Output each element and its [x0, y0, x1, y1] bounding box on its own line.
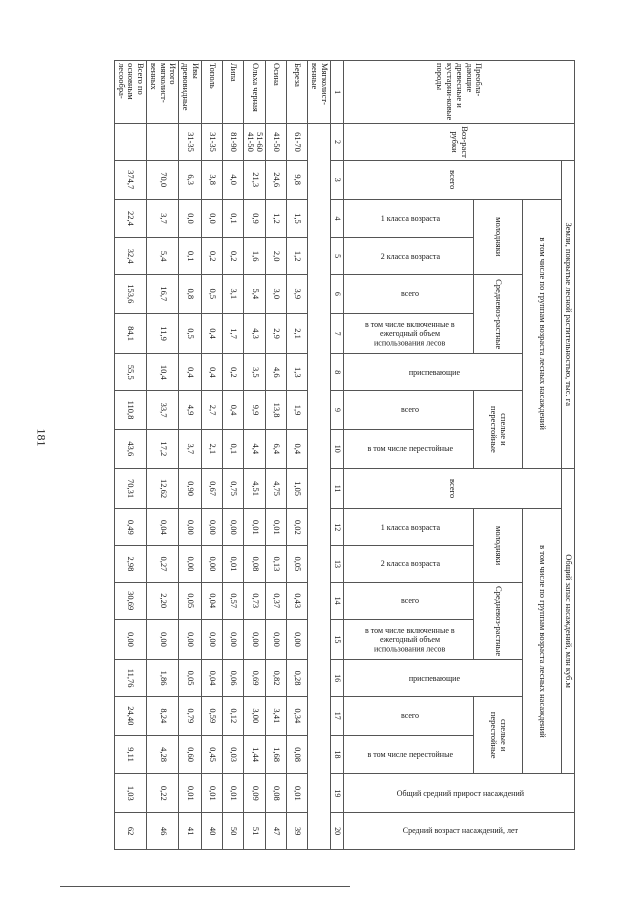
table-cell: 41 — [179, 813, 202, 850]
table-cell: 22,4 — [114, 199, 146, 238]
table-cell: 1,2 — [287, 238, 308, 275]
table-cell: 4,3 — [243, 313, 266, 354]
table-cell: 3,7 — [179, 429, 202, 468]
table-cell: 55,5 — [114, 354, 146, 391]
table-cell: 0,4 — [222, 391, 243, 430]
column-number: 7 — [331, 313, 344, 354]
column-number: 10 — [331, 429, 344, 468]
table-cell: 0,04 — [201, 660, 222, 697]
row-age: 41-50 — [266, 124, 287, 161]
table-cell: 33,7 — [147, 391, 179, 430]
table-cell: 2,98 — [114, 546, 146, 583]
table-cell: 0,00 — [243, 619, 266, 660]
row-species: Ольха черная — [243, 61, 266, 124]
page-number: 181 — [34, 428, 49, 447]
table-cell: 10,4 — [147, 354, 179, 391]
column-number: 20 — [331, 813, 344, 850]
column-number: 15 — [331, 619, 344, 660]
header-stock-young: молодняки — [474, 509, 523, 582]
header-land-class2: 2 класса возраста — [344, 238, 474, 275]
table-cell: 0,01 — [266, 509, 287, 546]
table-cell: 43,6 — [114, 429, 146, 468]
header-land-premature: приспевающие — [344, 354, 523, 391]
table-cell: 0,67 — [201, 468, 222, 509]
table-cell: 0,02 — [287, 509, 308, 546]
table-cell: 0,0 — [179, 199, 202, 238]
table-cell: 0,00 — [179, 619, 202, 660]
table-cell: 4,9 — [179, 391, 202, 430]
table-cell: 374,7 — [114, 160, 146, 199]
row-species: Тополь — [201, 61, 222, 124]
table-cell: 0,05 — [179, 660, 202, 697]
table-cell: 0,06 — [222, 660, 243, 697]
table-cell: 0,57 — [222, 582, 243, 619]
table-cell: 70,0 — [147, 160, 179, 199]
table-cell: 0,37 — [266, 582, 287, 619]
table-cell: 0,5 — [201, 274, 222, 313]
row-age: 51-60 41-50 — [243, 124, 266, 161]
table-row — [114, 61, 146, 850]
table-cell: 0,04 — [201, 582, 222, 619]
table-cell: 1,86 — [147, 660, 179, 697]
table-cell: 32,4 — [114, 238, 146, 275]
table-cell: 3,41 — [266, 696, 287, 735]
row-species: Ивы древовидные — [179, 61, 202, 124]
table-cell: 84,1 — [114, 313, 146, 354]
table-cell: 0,09 — [243, 774, 266, 813]
table-cell: 0,08 — [287, 735, 308, 774]
table-cell: 12,62 — [147, 468, 179, 509]
footnote-rule — [60, 886, 350, 887]
table-cell: 0,69 — [243, 660, 266, 697]
table-cell: 0,45 — [201, 735, 222, 774]
rotated-table-wrapper — [65, 60, 575, 850]
header-stock-class2: 2 класса возраста — [344, 546, 474, 583]
table-row — [179, 61, 202, 850]
header-land-mid-total: всего — [344, 274, 474, 313]
table-cell: 0,1 — [222, 429, 243, 468]
column-number: 18 — [331, 735, 344, 774]
column-number: 14 — [331, 582, 344, 619]
table-cell: 0,03 — [222, 735, 243, 774]
table-cell: 4,28 — [147, 735, 179, 774]
table-cell: 0,00 — [201, 509, 222, 546]
row-age — [147, 124, 179, 161]
table-cell: 0,01 — [201, 774, 222, 813]
table-cell: 13,8 — [266, 391, 287, 430]
table-cell: 30,69 — [114, 582, 146, 619]
column-number: 8 — [331, 354, 344, 391]
table-cell: 24,6 — [266, 160, 287, 199]
table-row — [147, 61, 179, 850]
table-cell: 5,4 — [243, 274, 266, 313]
column-number: 4 — [331, 199, 344, 238]
table-cell: 0,2 — [222, 238, 243, 275]
header-land-mature: спелые и перестойные — [474, 391, 523, 469]
column-number: 16 — [331, 660, 344, 697]
table-cell: 3,1 — [222, 274, 243, 313]
header-stock-mature-total: всего — [344, 696, 474, 735]
header-stock-mid-incl: в том числе включенные в ежегодный объем использования лесов — [344, 619, 474, 660]
table-cell: 6,4 — [266, 429, 287, 468]
table-row — [266, 61, 287, 850]
row-age — [114, 124, 146, 161]
header-land-mature-over: в том числе перестойные — [344, 429, 474, 468]
table-cell: 0,82 — [266, 660, 287, 697]
row-species: Всего по основным лесообра- — [114, 61, 146, 124]
table-cell: 0,0 — [201, 199, 222, 238]
table-cell: 2,20 — [147, 582, 179, 619]
table-cell: 0,00 — [266, 619, 287, 660]
table-cell: 0,90 — [179, 468, 202, 509]
table-cell: 1,05 — [287, 468, 308, 509]
table-cell: 3,8 — [201, 160, 222, 199]
table-cell: 3,0 — [266, 274, 287, 313]
table-cell: 3,00 — [243, 696, 266, 735]
column-number: 6 — [331, 274, 344, 313]
table-cell: 9,8 — [287, 160, 308, 199]
table-cell: 3,5 — [243, 354, 266, 391]
table-cell: 11,9 — [147, 313, 179, 354]
table-cell: 0,34 — [287, 696, 308, 735]
table-cell: 24,40 — [114, 696, 146, 735]
table-cell: 0,75 — [222, 468, 243, 509]
table-cell: 5,4 — [147, 238, 179, 275]
header-stock-by-groups: в том числе по группам возраста лесных насаждений — [523, 509, 562, 774]
table-cell: 0,01 — [222, 546, 243, 583]
table-cell: 0,27 — [147, 546, 179, 583]
header-stock-mature-over: в том числе перестойные — [344, 735, 474, 774]
table-cell: 11,76 — [114, 660, 146, 697]
table-cell: 17,2 — [147, 429, 179, 468]
table-cell: 0,00 — [179, 546, 202, 583]
column-number: 3 — [331, 160, 344, 199]
column-number: 2 — [331, 124, 344, 161]
table-row — [222, 61, 243, 850]
header-stock-middle: Средневоз-растные — [474, 582, 523, 659]
column-number: 11 — [331, 468, 344, 509]
table-cell: 0,22 — [147, 774, 179, 813]
table-cell: 4,0 — [222, 160, 243, 199]
table-cell: 0,00 — [201, 546, 222, 583]
header-stock-group: Общий запас насаждений, млн куб.м — [562, 468, 575, 774]
header-stock-mature: спелые и перестойные — [474, 696, 523, 774]
header-growth: Общий средний прирост насаждений — [344, 774, 575, 813]
table-cell: 0,1 — [179, 238, 202, 275]
column-number: 17 — [331, 696, 344, 735]
table-cell: 0,05 — [179, 582, 202, 619]
table-cell: 0,00 — [222, 619, 243, 660]
table-cell: 6,3 — [179, 160, 202, 199]
table-cell: 2,9 — [266, 313, 287, 354]
table-cell: 16,7 — [147, 274, 179, 313]
table-cell: 21,3 — [243, 160, 266, 199]
table-cell: 110,8 — [114, 391, 146, 430]
table-cell: 0,49 — [114, 509, 146, 546]
table-row — [243, 61, 266, 850]
header-land-middle: Средневоз-растные — [474, 274, 523, 353]
header-land-mid-incl: в том числе включенные в ежегодный объем использования лесов — [344, 313, 474, 354]
table-cell: 9,9 — [243, 391, 266, 430]
table-cell: 0,4 — [179, 354, 202, 391]
column-number-row — [331, 61, 344, 850]
table-cell: 1,03 — [114, 774, 146, 813]
table-cell: 0,01 — [287, 774, 308, 813]
table-cell: 46 — [147, 813, 179, 850]
header-stock-premature: приспевающие — [344, 660, 523, 697]
table-cell: 4,75 — [266, 468, 287, 509]
header-land-young: молодняки — [474, 199, 523, 274]
table-cell: 0,00 — [147, 619, 179, 660]
table-row — [287, 61, 308, 850]
column-number: 13 — [331, 546, 344, 583]
row-species: Липа — [222, 61, 243, 124]
column-number: 12 — [331, 509, 344, 546]
table-cell: 0,00 — [201, 619, 222, 660]
table-cell: 40 — [201, 813, 222, 850]
table-cell: 0,4 — [201, 313, 222, 354]
table-cell: 51 — [243, 813, 266, 850]
table-row — [201, 61, 222, 850]
table-cell: 2,1 — [201, 429, 222, 468]
table-cell: 3,9 — [287, 274, 308, 313]
table-cell: 0,01 — [222, 774, 243, 813]
table-cell: 3,7 — [147, 199, 179, 238]
table-cell: 0,2 — [201, 238, 222, 275]
table-cell: 70,31 — [114, 468, 146, 509]
table-cell: 0,9 — [243, 199, 266, 238]
column-number: 19 — [331, 774, 344, 813]
section-label: Мягколист-венные — [308, 61, 331, 124]
header-stock-mid-total: всего — [344, 582, 474, 619]
header-land-by-groups: в том числе по группам возраста лесных насаждений — [523, 199, 562, 468]
header-species: Преобла-дающие древесные и кустарни-ковые породы — [344, 61, 575, 124]
header-land-class1: 1 класса возраста — [344, 199, 474, 238]
table-cell: 0,73 — [243, 582, 266, 619]
table-cell: 62 — [114, 813, 146, 850]
table-cell: 0,1 — [222, 199, 243, 238]
row-age: 31-35 — [201, 124, 222, 161]
row-species: Береза — [287, 61, 308, 124]
header-land-mature-total: всего — [344, 391, 474, 430]
table-cell: 2,7 — [201, 391, 222, 430]
table-cell: 0,08 — [266, 774, 287, 813]
table-cell: 1,2 — [266, 199, 287, 238]
table-cell: 1,7 — [222, 313, 243, 354]
row-age: 81-90 — [222, 124, 243, 161]
table-cell: 0,04 — [147, 509, 179, 546]
table-cell: 1,9 — [287, 391, 308, 430]
row-species: Осина — [266, 61, 287, 124]
forest-stock-table — [114, 60, 575, 850]
table-cell: 0,43 — [287, 582, 308, 619]
table-cell: 153,6 — [114, 274, 146, 313]
table-cell: 4,4 — [243, 429, 266, 468]
table-cell: 0,01 — [179, 774, 202, 813]
table-cell: 1,5 — [287, 199, 308, 238]
table-cell: 0,01 — [243, 509, 266, 546]
row-age: 31-35 — [179, 124, 202, 161]
table-cell: 1,68 — [266, 735, 287, 774]
header-age: Воз-раст рубки — [344, 124, 575, 161]
table-cell: 0,00 — [114, 619, 146, 660]
table-body — [114, 61, 308, 850]
table-cell: 8,24 — [147, 696, 179, 735]
table-cell: 39 — [287, 813, 308, 850]
table-cell: 0,5 — [179, 313, 202, 354]
header-land-total: всего — [344, 160, 562, 199]
table-cell: 0,28 — [287, 660, 308, 697]
table-cell: 1,3 — [287, 354, 308, 391]
table-cell: 0,13 — [266, 546, 287, 583]
table-cell: 4,6 — [266, 354, 287, 391]
row-species: Итого мягколист-венных — [147, 61, 179, 124]
table-cell: 0,79 — [179, 696, 202, 735]
table-cell: 50 — [222, 813, 243, 850]
table-cell: 2,0 — [266, 238, 287, 275]
table-cell: 47 — [266, 813, 287, 850]
table-cell: 0,08 — [243, 546, 266, 583]
table-cell: 0,4 — [201, 354, 222, 391]
section-row — [308, 61, 331, 850]
header-land-group: Земли, покрытые лесной растительностью, тыс. га — [562, 160, 575, 468]
header-stock-class1: 1 класса возраста — [344, 509, 474, 546]
column-number: 1 — [331, 61, 344, 124]
table-cell: 0,00 — [287, 619, 308, 660]
table-cell: 9,11 — [114, 735, 146, 774]
table-cell: 0,00 — [179, 509, 202, 546]
table-cell: 2,1 — [287, 313, 308, 354]
table-cell: 4,51 — [243, 468, 266, 509]
table-cell: 0,00 — [222, 509, 243, 546]
column-number: 5 — [331, 238, 344, 275]
header-avg-age: Средний возраст насаждений, лет — [344, 813, 575, 850]
row-age: 61-70 — [287, 124, 308, 161]
table-cell: 0,05 — [287, 546, 308, 583]
column-number: 9 — [331, 391, 344, 430]
table-cell: 1,6 — [243, 238, 266, 275]
table-cell: 0,2 — [222, 354, 243, 391]
table-cell: 0,8 — [179, 274, 202, 313]
table-cell: 0,4 — [287, 429, 308, 468]
table-cell: 0,12 — [222, 696, 243, 735]
header-stock-total: всего — [344, 468, 562, 509]
table-cell: 1,44 — [243, 735, 266, 774]
table-cell: 0,59 — [201, 696, 222, 735]
table-cell: 0,60 — [179, 735, 202, 774]
